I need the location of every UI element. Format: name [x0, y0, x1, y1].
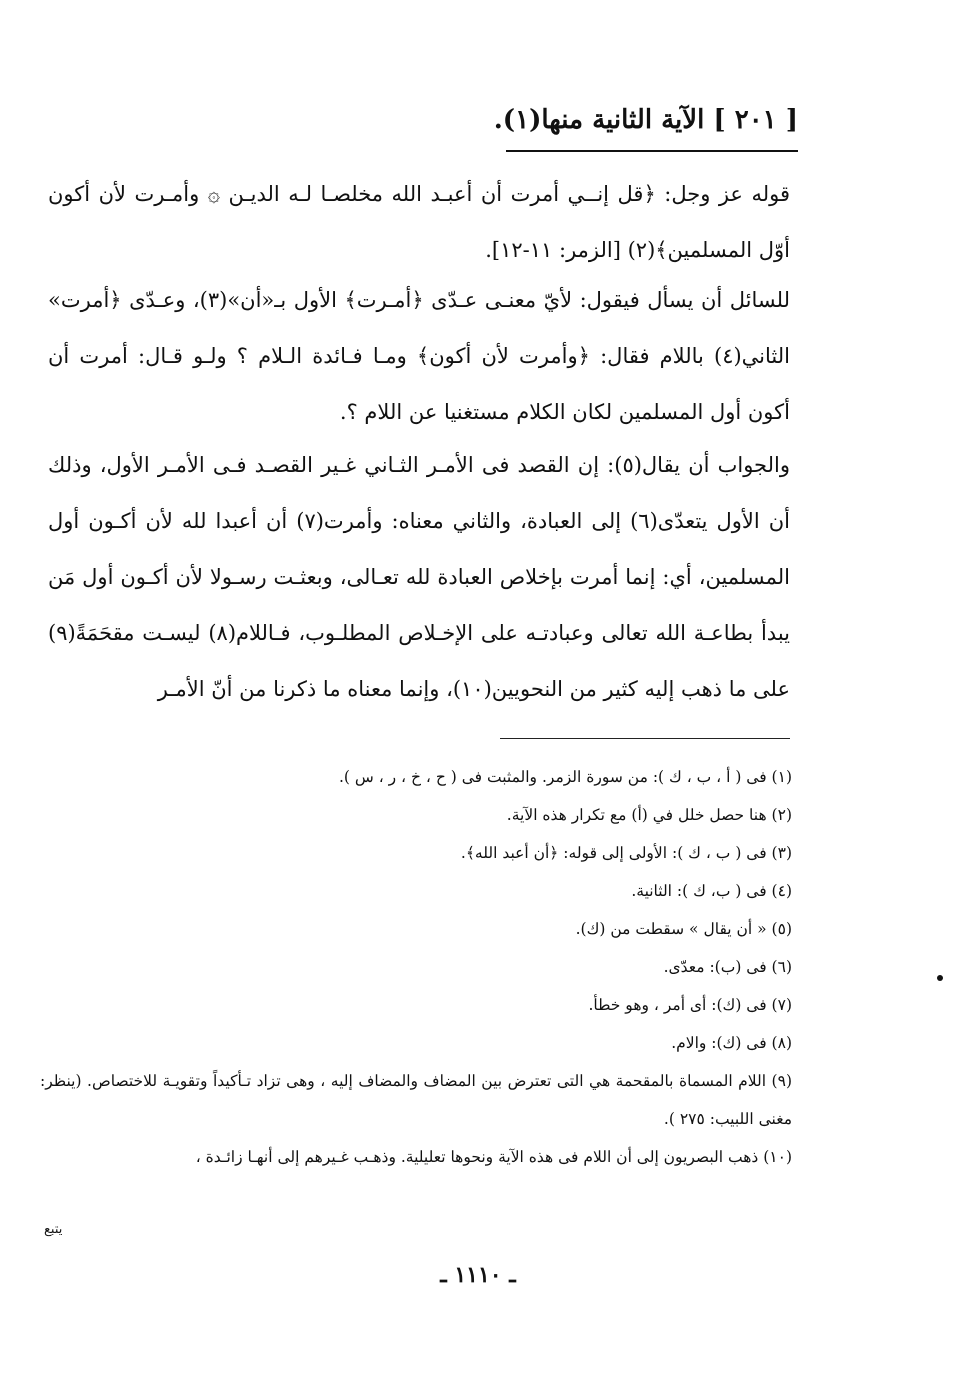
footnote-3: (٣) فى ( ب ، ك ): الأولى إلى قوله: ﴿أن أعبد الله﴾.	[460, 844, 792, 862]
footnote-5: (٥) « أن يقال » سقطت من (ك).	[575, 920, 792, 938]
paragraph-answer: والجواب أن يقال(٥): إن القصد فى الأمـر الثـاني غـير القصـد فـى الأمـر الأول، وذلك أن الأول يتعدّى(٦) إلى العبادة، والثاني معناه: وأمرت(٧) أن أعبدا لله لأن أكـون أول المسلمين، أي: إنما أمرت بإخلاص العبادة لله تعـالى، وبعثـت رسـولا لأن أكـون أول مَن يبدأ بطاعـة الله تعالى وعبادتـه على الإخـلاص المطلـوب، فـاللام(٨) ليسـت مقحَمَةً(٩) على ما ذهب إليه كثير من النحويين(١٠)، وإنما معناه ما ذكرنا من أنّ الأمـر	[48, 453, 790, 701]
footnote-1: (١) فى ( أ ، ب ، ك ): من سورة الزمر. والمثبت فى ( ح ، خ ، ر ، س ).	[338, 768, 792, 786]
section-heading-wrap	[493, 100, 798, 140]
footnote-9: (٩) اللام المسماة بالمقحمة هي التى تعترض بين المضاف والمضاف إليه ، وهى تزاد تـأكيداً وتقويـة للاختصاص. (ينظر: مغنى اللبيب: ٢٧٥ ).	[40, 1072, 792, 1128]
paragraph-question: للسائل أن يسأل فيقول: لأيّ معنـى عـدّى ﴿أمـرت﴾ الأول بـ«أن»(٣)، وعـدّى ﴿أمرت» الثاني(٤) باللام فقال: ﴿وأمرت لأن أكون﴾ ومـا فـائدة الـلام ؟ ولـو قـال: أمرت أن أكون أول المسلمين لكان الكلام مستغنيا عن اللام ؟.	[48, 288, 790, 424]
footnote-10: (١٠) ذهب البصريون إلى أن اللام فى هذه الآية ونحوها تعليلية. وذهـب غـيرهم إلى أنهـا زائـدة ،	[195, 1148, 792, 1166]
footnote-7: (٧) فى (ك): أى أمر ، وهو خطأ.	[588, 996, 792, 1014]
section-heading: [ ٢٠١ ] الآية الثانية منها(١).	[493, 105, 798, 135]
footnote-separator	[500, 738, 790, 739]
footnote-8: (٨) فى (ك): والام.	[671, 1034, 792, 1052]
paragraph-verse: قوله عز وجل: ﴿قل إنــي أمرت أن أعبـد الله مخلصـا لـه الديـن ۞ وأمـرت لأن أكون أوّل المسلمين﴾(٢) [الزمر: ١١-١٢].	[48, 182, 790, 262]
page-number: ـ ١١١٠ ـ	[440, 1262, 516, 1288]
footnote-6: (٦) فى (ب): معدّى.	[663, 958, 792, 976]
heading-underline	[506, 150, 798, 152]
scan-speck	[937, 975, 943, 981]
footnote-2: (٢) هنا حصل خلل في (أ) مع تكرار هذه الآية.	[506, 806, 792, 824]
footnotes	[40, 758, 792, 1176]
footnote-4: (٤) فى ( ب، ك ): الثانية.	[631, 882, 792, 900]
follows-marker: يتبع	[44, 1222, 63, 1237]
